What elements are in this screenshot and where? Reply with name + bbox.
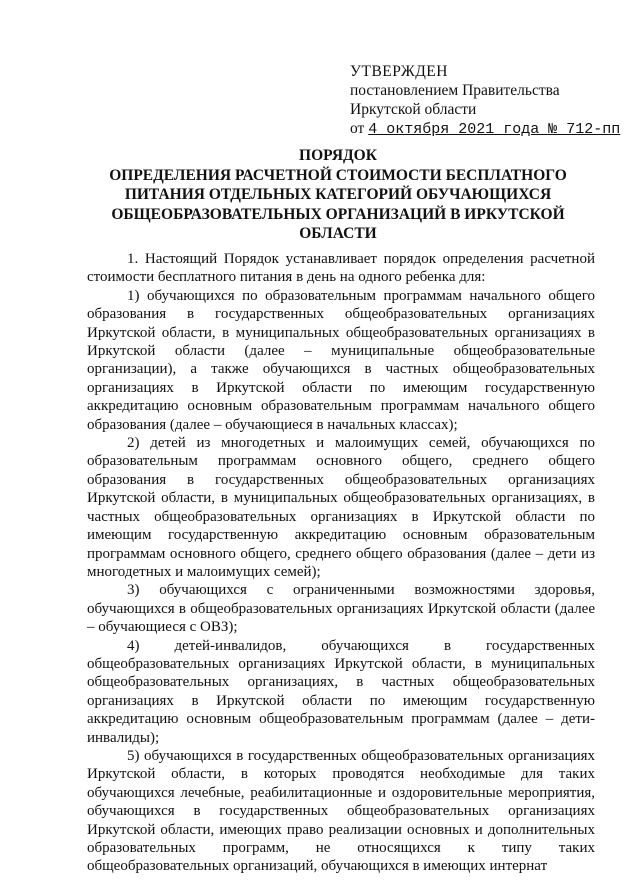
document-title — [60, 146, 616, 244]
title-line-2: ОПРЕДЕЛЕНИЯ РАСЧЕТНОЙ СТОИМОСТИ БЕСПЛАТНОГО — [109, 166, 567, 184]
title-line-3: ПИТАНИЯ ОТДЕЛЬНЫХ КАТЕГОРИЙ ОБУЧАЮЩИХСЯ — [124, 186, 552, 203]
approval-date-prefix: от — [350, 120, 365, 137]
approval-date — [350, 119, 620, 139]
title-line-5: ОБЛАСТИ — [299, 225, 377, 242]
paragraph-1: 1. Настоящий Порядок устанавливает порядок определения расчетной стоимости бесплатного питания в день на одного ребенка для: — [87, 251, 595, 286]
paragraph-item-5: 5) обучающихся в государственных общеобразовательных организациях Иркутской области, в которых проводятся необходимые для таких обучающихся лечебные, реабилитационные и оздоровительные мероприятия, обучающихся в государственных общеобразовательных организациях Иркутской области, имеющих право реализации основных и дополнительных образовательных программ, не относящихся к типу таких общеобразовательных организаций, обучающихся в имеющих интернат — [87, 747, 595, 875]
approval-block — [350, 62, 620, 139]
approval-line-1: постановлением Правительства — [350, 82, 560, 99]
approval-heading: УТВЕРЖДЕН — [350, 63, 448, 80]
paragraph-item-2: 2) детей из многодетных и малоимущих семей, обучающихся по образовательным программам основного общего, среднего общего образования в государственных общеобразовательных организациях Иркутской области, в муниципальных общеобразовательных организациях, в частных общеобразовательных организациях в Иркутской области по имеющим государственную аккредитацию основным образовательным программам основного общего, среднего общего образования (далее – дети из многодетных и малоимущих семей); — [87, 435, 595, 580]
approval-line-2: Иркутской области — [350, 101, 477, 118]
paragraph-item-4: 4) детей-инвалидов, обучающихся в государственных общеобразовательных организациях Иркутской области, в муниципальных общеобразовательных организациях, в частных общеобразовательных организациях в Иркутской области по имеющим государственную аккредитацию основным общеобразовательным программам (далее – дети-инвалиды); — [87, 637, 595, 746]
paragraph-item-1: 1) обучающихся по образовательным программам начального общего образования в государственных общеобразовательных организациях Иркутской области, в муниципальных общеобразовательных организациях в Иркутской области (далее – муниципальные общеобразовательные организации), а также обучающихся в частных общеобразовательных организациях в Иркутской области по имеющим государственную аккредитацию основным образовательным программам начального общего образования (далее – обучающиеся в начальных классах); — [87, 287, 595, 433]
title-line-1: ПОРЯДОК — [299, 147, 377, 164]
approval-date-stamp: 4 октября 2021 года № 712-пп — [368, 121, 621, 138]
title-line-4: ОБЩЕОБРАЗОВАТЕЛЬНЫХ ОРГАНИЗАЦИЙ В ИРКУТСКОЙ — [111, 205, 565, 223]
paragraph-item-3: 3) обучающихся с ограниченными возможностями здоровья, обучающихся в общеобразовательных организациях Иркутской области (далее – обучающиеся с ОВЗ); — [87, 582, 595, 636]
document-body — [87, 250, 595, 876]
